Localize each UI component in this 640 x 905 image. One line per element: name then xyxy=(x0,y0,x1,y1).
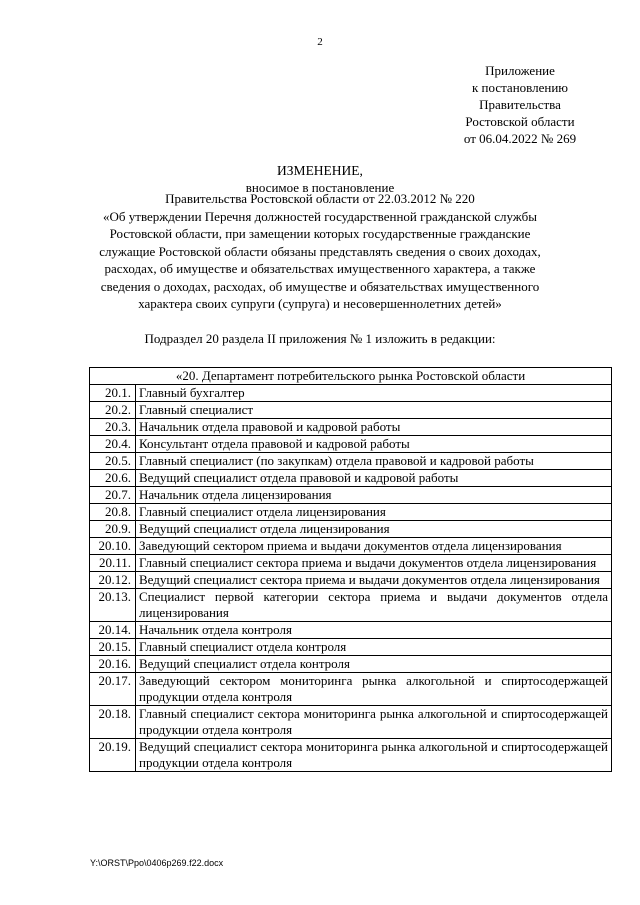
row-number: 20.11. xyxy=(90,555,136,572)
table-row xyxy=(90,673,612,706)
position-name: Заведующий сектором мониторинга рынка алкогольной и спиртосодержащей продукции отдела контроля xyxy=(136,673,612,706)
table-row xyxy=(90,436,612,453)
document-title: ИЗМЕНЕНИЕ, xyxy=(277,163,363,178)
row-number: 20.7. xyxy=(90,487,136,504)
position-name: Ведущий специалист отдела лицензирования xyxy=(136,521,612,538)
row-number: 20.6. xyxy=(90,470,136,487)
position-name: Начальник отдела лицензирования xyxy=(136,487,612,504)
appendix-block xyxy=(430,62,610,147)
instruction-text: Подраздел 20 раздела II приложения № 1 изложить в редакции: xyxy=(144,331,496,346)
position-name: Главный специалист отдела лицензирования xyxy=(136,504,612,521)
body-line: расходах, об имуществе и обязательствах имущественного характера, а также xyxy=(104,261,536,276)
row-number: 20.18. xyxy=(90,706,136,739)
positions-table xyxy=(89,367,612,772)
position-name: Главный бухгалтер xyxy=(136,385,612,402)
appendix-line: к постановлению xyxy=(471,80,569,95)
page-number: 2 xyxy=(317,36,323,48)
document-subtitle: вносимое в постановление xyxy=(245,180,395,195)
table-row xyxy=(90,521,612,538)
table-row xyxy=(90,555,612,572)
table-row xyxy=(90,504,612,521)
appendix-line: Правительства xyxy=(479,97,561,112)
position-name: Ведущий специалист сектора приема и выдачи документов отдела лицензирования xyxy=(136,572,612,589)
table-row xyxy=(90,419,612,436)
resolution-reference xyxy=(80,190,560,313)
position-name: Главный специалист отдела контроля xyxy=(136,639,612,656)
position-name: Главный специалист (по закупкам) отдела правовой и кадровой работы xyxy=(136,453,612,470)
table-row xyxy=(90,402,612,419)
row-number: 20.19. xyxy=(90,739,136,772)
position-name: Ведущий специалист отдела контроля xyxy=(136,656,612,673)
row-number: 20.14. xyxy=(90,622,136,639)
appendix-line: от 06.04.2022 № 269 xyxy=(463,131,577,146)
table-row xyxy=(90,622,612,639)
table-row xyxy=(90,572,612,589)
table-section-row xyxy=(90,368,612,385)
body-line: Ростовской области, при замещении которых государственные гражданские xyxy=(109,226,531,241)
row-number: 20.16. xyxy=(90,656,136,673)
table-row xyxy=(90,589,612,622)
row-number: 20.12. xyxy=(90,572,136,589)
row-number: 20.4. xyxy=(90,436,136,453)
position-name: Ведущий специалист отдела правовой и кадровой работы xyxy=(136,470,612,487)
body-line: Правительства Ростовской области от 22.03.2012 № 220 xyxy=(165,191,475,206)
position-name: Заведующий сектором приема и выдачи документов отдела лицензирования xyxy=(136,538,612,555)
table-row xyxy=(90,453,612,470)
table-row xyxy=(90,385,612,402)
appendix-line: Ростовской области xyxy=(465,114,575,129)
position-name: Ведущий специалист сектора мониторинга рынка алкогольной и спиртосодержащей продукции отдела контроля xyxy=(136,739,612,772)
table-row xyxy=(90,656,612,673)
body-line: служащие Ростовской области обязаны представлять сведения о своих доходах, xyxy=(99,243,541,259)
body-line: характера своих супруги (супруга) и несовершеннолетних детей» xyxy=(138,296,502,311)
appendix-line: Приложение xyxy=(485,63,555,78)
position-name: Начальник отдела контроля xyxy=(136,622,612,639)
row-number: 20.1. xyxy=(90,385,136,402)
row-number: 20.15. xyxy=(90,639,136,656)
body-line: сведения о доходах, расходах, об имуществе и обязательствах имущественного xyxy=(100,278,540,294)
table-row xyxy=(90,639,612,656)
position-name: Специалист первой категории сектора приема и выдачи документов отдела лицензирования xyxy=(136,589,612,622)
row-number: 20.17. xyxy=(90,673,136,706)
row-number: 20.9. xyxy=(90,521,136,538)
table-row xyxy=(90,487,612,504)
row-number: 20.10. xyxy=(90,538,136,555)
table-row xyxy=(90,739,612,772)
row-number: 20.2. xyxy=(90,402,136,419)
table-row xyxy=(90,538,612,555)
row-number: 20.5. xyxy=(90,453,136,470)
row-number: 20.8. xyxy=(90,504,136,521)
position-name: Главный специалист сектора приема и выдачи документов отдела лицензирования xyxy=(136,555,612,572)
row-number: 20.13. xyxy=(90,589,136,622)
section-title: «20. Департамент потребительского рынка Ростовской области xyxy=(90,368,612,385)
file-path-footer: Y:\ORST\Ppo\0406p269.f22.docx xyxy=(90,858,224,868)
position-name: Начальник отдела правовой и кадровой работы xyxy=(136,419,612,436)
position-name: Консультант отдела правовой и кадровой работы xyxy=(136,436,612,453)
body-line: «Об утверждении Перечня должностей государственной гражданской службы xyxy=(103,208,537,224)
table-row xyxy=(90,470,612,487)
row-number: 20.3. xyxy=(90,419,136,436)
position-name: Главный специалист xyxy=(136,402,612,419)
position-name: Главный специалист сектора мониторинга рынка алкогольной и спиртосодержащей продукции отдела контроля xyxy=(136,706,612,739)
table-row xyxy=(90,706,612,739)
